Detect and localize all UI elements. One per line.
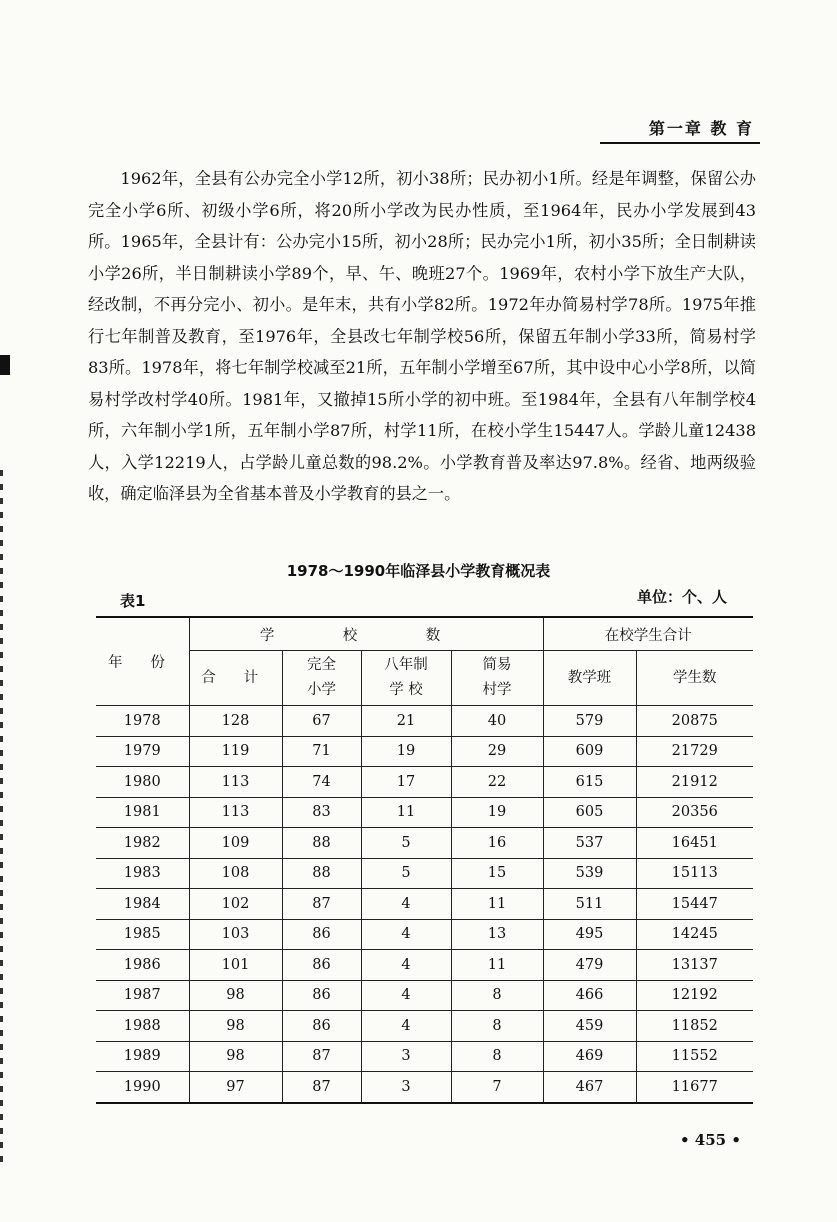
cell-simple: 13 (451, 919, 543, 950)
cell-total: 113 (189, 767, 282, 798)
cell-eight-year: 4 (361, 889, 451, 920)
cell-classes: 605 (543, 797, 636, 828)
table-label: 表1 (120, 592, 146, 610)
cell-students: 15447 (636, 889, 753, 920)
cell-students: 11677 (636, 1072, 753, 1103)
cell-complete: 86 (282, 980, 361, 1011)
cell-complete: 88 (282, 858, 361, 889)
cell-students: 13137 (636, 950, 753, 981)
cell-total: 109 (189, 828, 282, 859)
cell-classes: 479 (543, 950, 636, 981)
table-row (96, 1011, 753, 1042)
cell-students: 16451 (636, 828, 753, 859)
cell-total: 103 (189, 919, 282, 950)
cell-year: 1982 (96, 828, 189, 859)
cell-students: 11552 (636, 1041, 753, 1072)
cell-year: 1987 (96, 980, 189, 1011)
cell-eight-year: 11 (361, 797, 451, 828)
table-row (96, 1041, 753, 1072)
cell-eight-year: 3 (361, 1041, 451, 1072)
header-schools-group: 学 校 数 (189, 617, 543, 651)
table-row (96, 858, 753, 889)
cell-complete: 87 (282, 1072, 361, 1103)
cell-simple: 40 (451, 706, 543, 737)
cell-students: 14245 (636, 919, 753, 950)
table-row (96, 980, 753, 1011)
cell-eight-year: 17 (361, 767, 451, 798)
cell-students: 20356 (636, 797, 753, 828)
cell-year: 1978 (96, 706, 189, 737)
cell-complete: 86 (282, 919, 361, 950)
cell-simple: 16 (451, 828, 543, 859)
cell-simple: 29 (451, 736, 543, 767)
cell-total: 119 (189, 736, 282, 767)
cell-students: 12192 (636, 980, 753, 1011)
cell-eight-year: 3 (361, 1072, 451, 1103)
table-row (96, 950, 753, 981)
cell-total: 98 (189, 1011, 282, 1042)
cell-classes: 467 (543, 1072, 636, 1103)
cell-year: 1981 (96, 797, 189, 828)
cell-eight-year: 5 (361, 858, 451, 889)
cell-total: 102 (189, 889, 282, 920)
cell-year: 1989 (96, 1041, 189, 1072)
table-row (96, 828, 753, 859)
cell-classes: 537 (543, 828, 636, 859)
cell-total: 128 (189, 706, 282, 737)
header-total: 合 计 (189, 651, 282, 706)
cell-total: 97 (189, 1072, 282, 1103)
cell-total: 113 (189, 797, 282, 828)
cell-simple: 11 (451, 950, 543, 981)
cell-complete: 86 (282, 950, 361, 981)
header-complete-primary: 完全 小学 (282, 651, 361, 706)
cell-students: 15113 (636, 858, 753, 889)
cell-classes: 459 (543, 1011, 636, 1042)
cell-eight-year: 4 (361, 950, 451, 981)
cell-total: 98 (189, 980, 282, 1011)
cell-classes: 511 (543, 889, 636, 920)
cell-simple: 8 (451, 1011, 543, 1042)
cell-year: 1984 (96, 889, 189, 920)
table-row (96, 1072, 753, 1103)
table-row (96, 889, 753, 920)
cell-simple: 15 (451, 858, 543, 889)
cell-year: 1990 (96, 1072, 189, 1103)
cell-students: 21912 (636, 767, 753, 798)
cell-simple: 22 (451, 767, 543, 798)
cell-complete: 87 (282, 889, 361, 920)
cell-complete: 67 (282, 706, 361, 737)
cell-classes: 469 (543, 1041, 636, 1072)
cell-classes: 495 (543, 919, 636, 950)
cell-simple: 11 (451, 889, 543, 920)
cell-eight-year: 4 (361, 919, 451, 950)
table-title: 1978～1990年临泽县小学教育概况表 (286, 562, 551, 580)
cell-eight-year: 5 (361, 828, 451, 859)
cell-year: 1983 (96, 858, 189, 889)
cell-simple: 7 (451, 1072, 543, 1103)
header-simple-village-school: 简易 村学 (451, 651, 543, 706)
cell-complete: 88 (282, 828, 361, 859)
cell-classes: 615 (543, 767, 636, 798)
cell-classes: 539 (543, 858, 636, 889)
cell-year: 1979 (96, 736, 189, 767)
cell-complete: 86 (282, 1011, 361, 1042)
table-row (96, 797, 753, 828)
cell-simple: 8 (451, 980, 543, 1011)
table-row (96, 767, 753, 798)
cell-year: 1980 (96, 767, 189, 798)
cell-classes: 466 (543, 980, 636, 1011)
page-number: • 455 • (680, 1131, 741, 1149)
header-students-group: 在校学生合计 (543, 617, 753, 651)
cell-total: 101 (189, 950, 282, 981)
header-classes: 教学班 (543, 651, 636, 706)
header-students: 学生数 (636, 651, 753, 706)
table-row (96, 706, 753, 737)
table-row (96, 736, 753, 767)
cell-year: 1988 (96, 1011, 189, 1042)
cell-year: 1986 (96, 950, 189, 981)
cell-eight-year: 4 (361, 1011, 451, 1042)
cell-complete: 83 (282, 797, 361, 828)
cell-simple: 8 (451, 1041, 543, 1072)
table-unit: 单位：个、人 (636, 588, 727, 606)
cell-total: 108 (189, 858, 282, 889)
table-row (96, 919, 753, 950)
cell-students: 20875 (636, 706, 753, 737)
cell-eight-year: 19 (361, 736, 451, 767)
cell-classes: 579 (543, 706, 636, 737)
cell-classes: 609 (543, 736, 636, 767)
cell-eight-year: 4 (361, 980, 451, 1011)
cell-total: 98 (189, 1041, 282, 1072)
cell-complete: 87 (282, 1041, 361, 1072)
chapter-header: 第一章 教 育 (600, 116, 760, 144)
body-paragraph: 1962年，全县有公办完全小学12所，初小38所；民办初小1所。经是年调整，保留公办完全小学6所、初级小学6所，将20所小学改为民办性质，至1964年，民办小学发展到43所。1965年，全县计有：公办完小15所，初小28所；民办完小1所，初小35所；全日制耕读小学26所，半日制耕读小学89个，早、午、晚班27个。1969年，农村小学下放生产大队，经改制，不再分完小、初小。是年末，共有小学82所。1972年办简易村学78所。1975年推行七年制普及教育，至1976年，全县改七年制学校56所，保留五年制小学33所，简易村学83所。1978年，将七年制学校减至21所，五年制小学增至67所，其中设中心小学8所，以简易村学改村学40所。1981年，又撤掉15所小学的初中班。至1984年，全县有八年制学校4所，六年制小学1所，五年制小学87所，村学11所，在校小学生15447人。学龄儿童12438人，入学12219人，占学龄儿童总数的98.2%。小学教育普及率达97.8%。经省、地两级验收，确定临泽县为全省基本普及小学教育的县之一。 (88, 169, 756, 503)
header-year: 年 份 (96, 617, 189, 706)
cell-complete: 74 (282, 767, 361, 798)
cell-students: 21729 (636, 736, 753, 767)
scan-edge-mark (0, 355, 10, 375)
cell-students: 11852 (636, 1011, 753, 1042)
cell-year: 1985 (96, 919, 189, 950)
cell-simple: 19 (451, 797, 543, 828)
cell-complete: 71 (282, 736, 361, 767)
education-stats-table (96, 616, 753, 1104)
header-eight-year-school: 八年制 学 校 (361, 651, 451, 706)
cell-eight-year: 21 (361, 706, 451, 737)
